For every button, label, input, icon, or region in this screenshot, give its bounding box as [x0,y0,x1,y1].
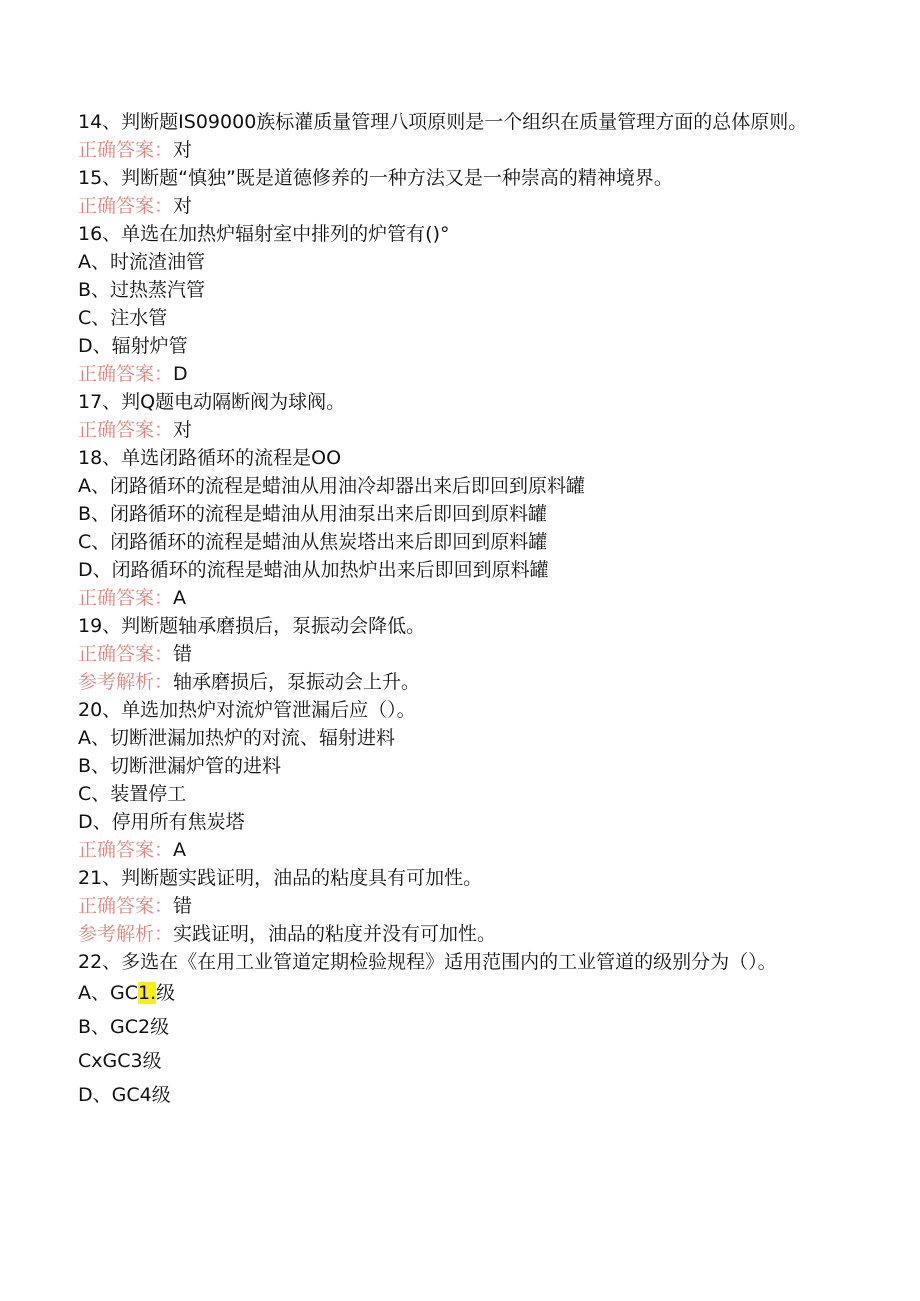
answer-label: 正确答案： [78,139,174,161]
option: C、装置停工 [78,783,187,805]
analysis-line [78,920,838,948]
answer-label: 正确答案： [78,643,174,665]
answer-line [78,360,838,388]
question-stem: 14、判断题IS09000族标灌质量管理八项原则是一个组织在质量管理方面的总体原则。 [78,111,808,133]
option: B、闭路循环的流程是蜡油从用油泵出来后即回到原料罐 [78,503,548,525]
option: C、闭路循环的流程是蜡油从焦炭塔出来后即回到原料罐 [78,531,548,553]
answer-value: 对 [173,139,193,161]
answer-line [78,136,838,164]
option: D、GC4级 [78,1084,171,1106]
answer-line [78,192,838,220]
option: C、注水管 [78,307,168,329]
analysis-label: 参考解析： [78,923,174,945]
question-stem: 16、单选在加热炉辐射室中排列的炉管有()° [78,223,450,245]
answer-label: 正确答案： [78,587,174,609]
question-stem: 19、判断题轴承磨损后，泵振动会降低。 [78,615,426,637]
option [78,976,838,1010]
answer-value: 对 [173,419,193,441]
analysis-label: 参考解析： [78,671,174,693]
question-stem: 20、单选加热炉对流炉管泄漏后应（）。 [78,699,416,721]
answer-label: 正确答案： [78,363,174,385]
option: B、切断泄漏炉管的进料 [78,755,282,777]
question-list [78,108,838,1112]
answer-label: 正确答案： [78,419,174,441]
option: A、闭路循环的流程是蜡油从用油冷却器出来后即回到原料罐 [78,475,585,497]
answer-line [78,892,838,920]
option: A、切断泄漏加热炉的对流、辐射进料 [78,727,395,749]
answer-label: 正确答案： [78,895,174,917]
analysis-text: 轴承磨损后，泵振动会上升。 [173,671,421,693]
answer-line [78,416,838,444]
answer-label: 正确答案： [78,195,174,217]
question-stem: 15、判断题“慎独”既是道德修养的一种方法又是一种崇高的精神境界。 [78,167,673,189]
question-stem: 21、判断题实践证明，油品的粘度具有可加性。 [78,867,483,889]
answer-value: 对 [173,195,193,217]
answer-value: A [173,839,187,861]
option: D、闭路循环的流程是蜡油从加热炉出来后即回到原料罐 [78,559,549,581]
option: CxGC3级 [78,1050,162,1072]
question-stem: 17、判Q题电动隔断阀为球阀。 [78,391,346,413]
answer-line [78,584,838,612]
answer-label: 正确答案： [78,839,174,861]
option: B、过热蒸汽管 [78,279,206,301]
analysis-text: 实践证明，油品的粘度并没有可加性。 [173,923,497,945]
option: D、辐射炉管 [78,335,188,357]
option: D、停用所有焦炭塔 [78,811,245,833]
highlighted-text: 1. [138,982,157,1004]
answer-value: D [173,363,188,385]
question-stem: 18、单选闭路循环的流程是OO [78,447,342,469]
option-group [78,976,838,1112]
answer-value: 错 [173,895,193,917]
option: A、时流渣油管 [78,251,205,273]
option-text: A、GC [78,982,138,1004]
answer-value: 错 [173,643,193,665]
option: B、GC2级 [78,1016,170,1038]
option-text: 级 [156,982,176,1004]
answer-value: A [173,587,187,609]
analysis-line [78,668,838,696]
question-stem: 22、多选在《在用工业管道定期检验规程》适用范围内的工业管道的级别分为（）。 [78,951,777,973]
answer-line [78,836,838,864]
answer-line [78,640,838,668]
